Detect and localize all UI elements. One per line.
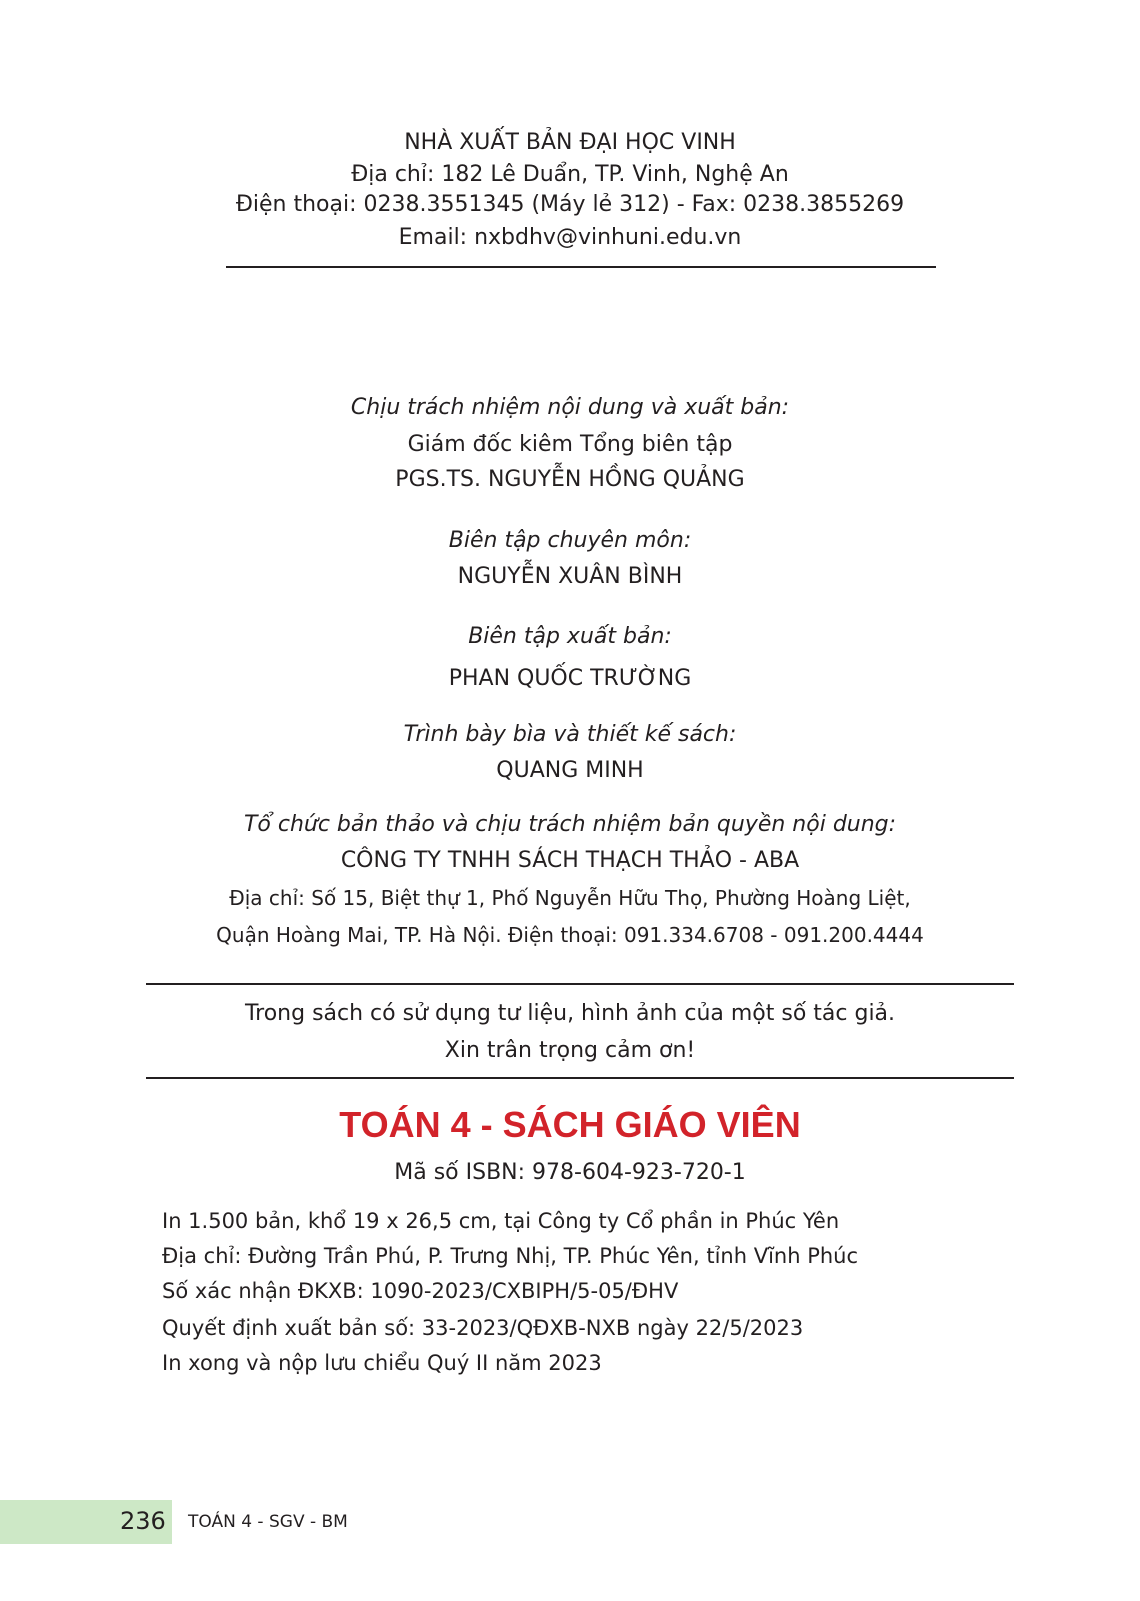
publisher-address: Địa chỉ: 182 Lê Duẩn, TP. Vinh, Nghệ An bbox=[351, 162, 789, 187]
publishing-editor-name: PHAN QUỐC TRƯỜNG bbox=[448, 666, 692, 691]
printing-line-5: In xong và nộp lưu chiểu Quý II năm 2023 bbox=[162, 1351, 602, 1375]
printing-line-2: Địa chỉ: Đường Trần Phú, P. Trưng Nhị, TP. Phúc Yên, tỉnh Vĩnh Phúc bbox=[162, 1244, 859, 1268]
book-title: TOÁN 4 - SÁCH GIÁO VIÊN bbox=[339, 1104, 801, 1145]
organizer-address-1: Địa chỉ: Số 15, Biệt thự 1, Phố Nguyễn Hữu Thọ, Phường Hoàng Liệt, bbox=[229, 886, 911, 910]
design-name: QUANG MINH bbox=[496, 758, 644, 783]
divider-ack-top bbox=[146, 983, 1014, 985]
publisher-phone-fax: Điện thoại: 0238.3551345 (Máy lẻ 312) - Fax: 0238.3855269 bbox=[235, 192, 905, 217]
running-title: TOÁN 4 - SGV - BM bbox=[188, 1512, 348, 1532]
printing-line-4: Quyết định xuất bản số: 33-2023/QĐXB-NXB ngày 22/5/2023 bbox=[162, 1316, 804, 1340]
organizer-address-2: Quận Hoàng Mai, TP. Hà Nội. Điện thoại: 091.334.6708 - 091.200.4444 bbox=[216, 923, 924, 947]
responsible-role: Giám đốc kiêm Tổng biên tập bbox=[407, 432, 733, 457]
divider-top bbox=[226, 266, 936, 268]
publishing-editor-heading: Biên tập xuất bản: bbox=[468, 624, 672, 649]
acknowledgement-line-2: Xin trân trọng cảm ơn! bbox=[444, 1038, 696, 1063]
design-heading: Trình bày bìa và thiết kế sách: bbox=[403, 722, 737, 747]
editor-name: NGUYỄN XUÂN BÌNH bbox=[457, 564, 683, 589]
publisher-name: NHÀ XUẤT BẢN ĐẠI HỌC VINH bbox=[404, 130, 736, 155]
isbn: Mã số ISBN: 978-604-923-720-1 bbox=[394, 1160, 746, 1185]
publisher-email: Email: nxbdhv@vinhuni.edu.vn bbox=[398, 225, 742, 250]
organizer-heading: Tổ chức bản thảo và chịu trách nhiệm bản quyền nội dung: bbox=[243, 812, 897, 837]
page-number: 236 bbox=[120, 1507, 166, 1535]
responsible-heading: Chịu trách nhiệm nội dung và xuất bản: bbox=[350, 395, 790, 420]
printing-line-1: In 1.500 bản, khổ 19 x 26,5 cm, tại Công ty Cổ phần in Phúc Yên bbox=[162, 1209, 840, 1233]
printing-line-3: Số xác nhận ĐKXB: 1090-2023/CXBIPH/5-05/ĐHV bbox=[162, 1279, 679, 1303]
responsible-name: PGS.TS. NGUYỄN HỒNG QUẢNG bbox=[395, 467, 745, 492]
divider-ack-bottom bbox=[146, 1077, 1014, 1079]
organizer-name: CÔNG TY TNHH SÁCH THẠCH THẢO - ABA bbox=[340, 848, 800, 873]
acknowledgement-line-1: Trong sách có sử dụng tư liệu, hình ảnh của một số tác giả. bbox=[244, 1001, 896, 1026]
editor-heading: Biên tập chuyên môn: bbox=[448, 528, 692, 553]
